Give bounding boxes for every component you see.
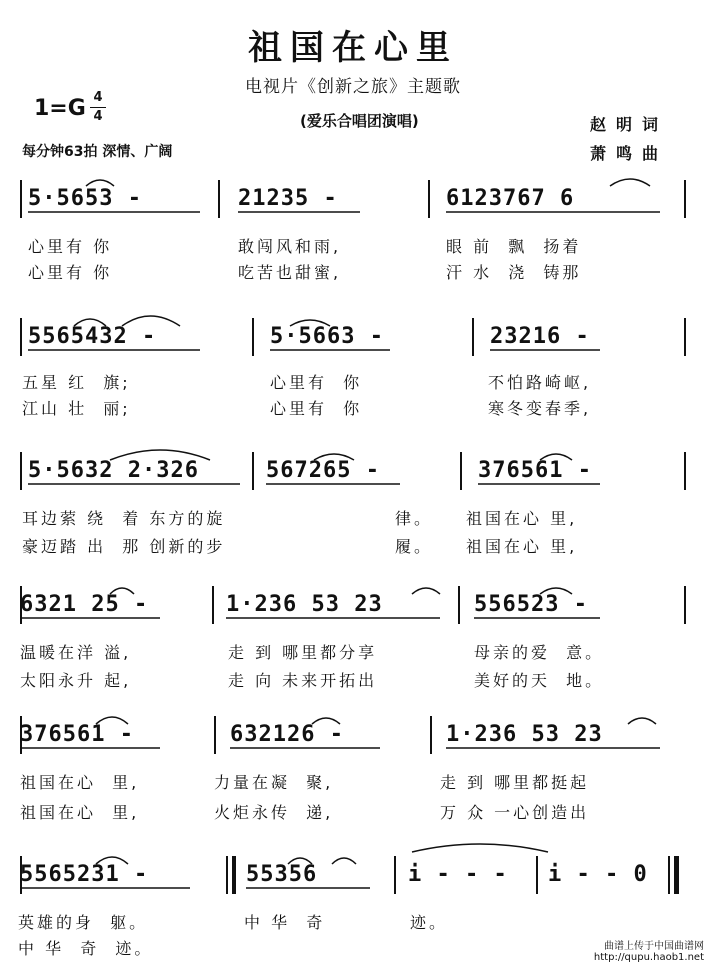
slur [110, 450, 210, 460]
measure-notes: 376561 - [20, 722, 134, 747]
lyric-verse2: 祖国在心 里, [20, 803, 140, 822]
measure-notes: i - - 0 [548, 862, 648, 887]
composer-credit: 萧鸣曲 [590, 144, 669, 163]
key-signature: 1=G [34, 96, 86, 121]
watermark-line2: http://qupu.haob1.net [593, 952, 704, 963]
lyric-verse1: 心里有 你 [270, 373, 363, 392]
lyric-verse1: 英雄的身 躯。 [18, 913, 149, 932]
measure-notes: 556523 - [474, 592, 588, 617]
tie [412, 844, 548, 852]
lyric-verse2: 火炬永传 递, [214, 803, 334, 822]
slur [74, 319, 106, 326]
measure-notes: 55356 [246, 862, 318, 887]
measure-notes: 6321 25 - [20, 592, 149, 617]
lyric-verse2: 寒冬变春季, [488, 399, 592, 418]
slur [288, 858, 312, 864]
slur [96, 857, 128, 864]
slur [540, 588, 572, 594]
slur [96, 717, 128, 724]
slur [122, 316, 180, 326]
lyric-verse1: 律。 [395, 509, 434, 528]
lyric-verse1: 走 到 哪里都分享 [228, 643, 378, 662]
slur [314, 454, 354, 460]
lyric-verse1: 眼 前 飘 扬着 [446, 237, 582, 256]
time-signature-top: 4 [93, 90, 103, 105]
watermark [594, 941, 704, 963]
lyric-verse2: 万 众 一心创造出 [440, 803, 590, 822]
lyric-verse1: 不怕路崎岖, [488, 373, 592, 392]
song-subtitle: 电视片《创新之旅》主题歌 [245, 77, 461, 97]
song-title: 祖国在心里 [248, 28, 458, 68]
lyric-verse1: 五星 红 旗; [22, 373, 131, 392]
lyricist-credit: 赵明词 [590, 115, 669, 134]
slur [628, 718, 656, 724]
slur [290, 320, 330, 326]
slur [312, 718, 340, 724]
lyric-verse2: 汗 水 浇 铸那 [446, 263, 582, 282]
measure-notes: 376561 - [478, 458, 592, 483]
measure-notes: 6123767 6 [446, 186, 575, 211]
lyric-verse1: 耳边萦 绕 着 东方的旋 [22, 509, 226, 528]
measure-notes: 23216 - [490, 324, 590, 349]
lyric-verse1: 走 到 哪里都挺起 [440, 773, 590, 792]
slur [332, 858, 356, 864]
lyric-verse2: 吃苦也甜蜜, [238, 263, 342, 282]
lyric-verse1: 祖国在心 里, [20, 773, 140, 792]
performer-note: (爱乐合唱团演唱) [300, 112, 419, 130]
lyric-verse1: 中 华 奇 [244, 913, 326, 932]
lyric-verse1: 温暖在洋 溢, [20, 643, 132, 662]
slur [412, 588, 440, 594]
lyric-verse2: 心里有 你 [270, 399, 363, 418]
lyric-verse1: 心里有 你 [28, 237, 113, 256]
measure-notes: 5565231 - [20, 862, 149, 887]
measure-notes: i - - - [408, 862, 508, 887]
lyric-verse1: 迹。 [410, 913, 449, 932]
lyric-verse1: 敢闯风和雨, [238, 237, 342, 256]
slur [86, 180, 114, 186]
time-signature-bottom: 4 [93, 109, 103, 124]
measure-notes: 5·5632 2·326 [28, 458, 199, 483]
measure-notes: 567265 - [266, 458, 380, 483]
measure-notes: 5565432 - [28, 324, 157, 349]
watermark-line1: 曲谱上传于中国曲谱网 [604, 941, 704, 952]
measure-notes: 1·236 53 23 [226, 592, 383, 617]
lyric-verse1: 力量在凝 聚, [214, 773, 334, 792]
lyric-verse2: 祖国在心 里, [466, 537, 578, 556]
lyric-verse1: 祖国在心 里, [466, 509, 578, 528]
slur [610, 179, 650, 186]
lyric-verse2: 中 华 奇 迹。 [18, 939, 154, 958]
lyric-verse2: 太阳永升 起, [20, 671, 132, 690]
measure-notes: 632126 - [230, 722, 344, 747]
lyric-verse2: 走 向 未来开拓出 [228, 671, 378, 690]
tempo-marking: 每分钟63拍 深情、广阔 [22, 144, 173, 160]
measure-notes: 21235 - [238, 186, 338, 211]
lyric-verse2: 心里有 你 [28, 263, 113, 282]
lyric-verse2: 美好的天 地。 [474, 671, 605, 690]
measure-notes: 1·236 53 23 [446, 722, 603, 747]
measure-notes: 5·5663 - [270, 324, 384, 349]
slur [110, 588, 134, 594]
slur [540, 454, 572, 460]
measure-notes: 5·5653 - [28, 186, 142, 211]
lyric-verse1: 母亲的爱 意。 [474, 643, 605, 662]
lyric-verse2: 履。 [395, 537, 434, 556]
lyric-verse2: 江山 壮 丽; [22, 399, 131, 418]
lyric-verse2: 豪迈踏 出 那 创新的步 [22, 537, 226, 556]
